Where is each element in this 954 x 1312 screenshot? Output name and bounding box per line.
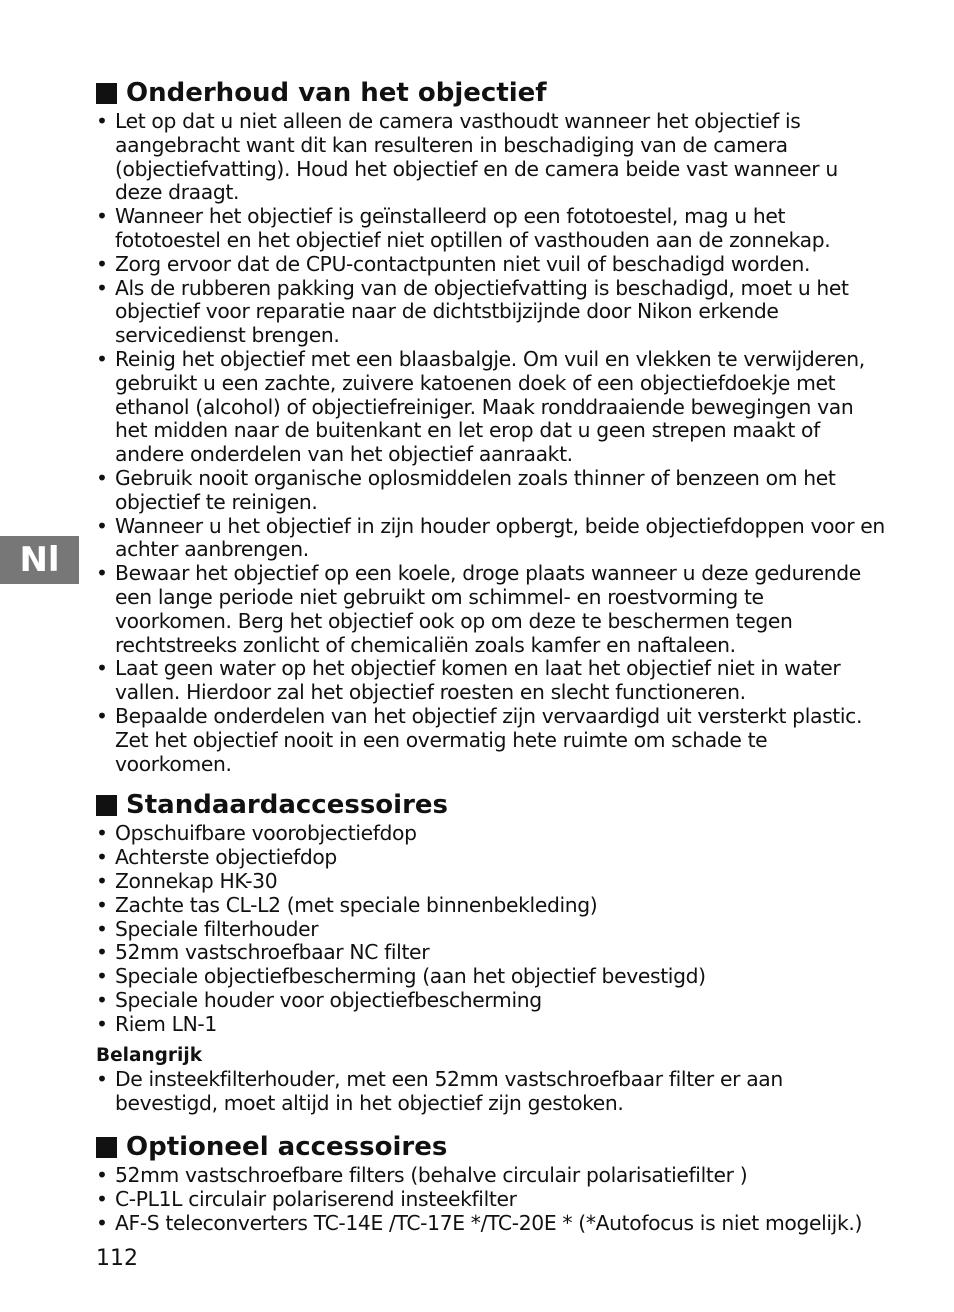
square-bullet-icon bbox=[96, 83, 117, 104]
list-item: • Wanneer u het objectief in zijn houder opbergt, beide objectiefdoppen voor en achter aanbrengen. bbox=[96, 515, 886, 563]
list-item: • Reinig het objectief met een blaasbalgje. Om vuil en vlekken te verwijderen, gebruikt u een zachte, zuivere katoenen doek of een objectiefdoekje met ethanol (alcohol) of objectiefreiniger. Maak ronddraaiende bewegingen van het midden naar de buitenkant en let erop dat u geen strepen maakt of andere onderdelen van het objectief aanraakt. bbox=[96, 348, 886, 467]
section-heading-standard: Standaardaccessoires bbox=[96, 788, 886, 822]
list-item: • Opschuifbare voorobjectiefdop bbox=[96, 822, 886, 846]
square-bullet-icon bbox=[96, 1137, 117, 1158]
section-heading-optional: Optioneel accessoires bbox=[96, 1130, 886, 1164]
maintenance-list bbox=[96, 110, 886, 776]
list-item: • Achterste objectiefdop bbox=[96, 846, 886, 870]
list-item: • Wanneer het objectief is geïnstalleerd op een fototoestel, mag u het fototoestel en het objectief niet optillen of vasthouden aan de zonnekap. bbox=[96, 205, 886, 253]
list-item: • AF-S teleconverters TC-14E /TC-17E */TC-20E * (*Autofocus is niet mogelijk.) bbox=[96, 1212, 886, 1236]
page-content bbox=[96, 76, 886, 1235]
list-item: • Zachte tas CL-L2 (met speciale binnenbekleding) bbox=[96, 894, 886, 918]
important-subheading: Belangrijk bbox=[96, 1045, 202, 1067]
list-item: • Bewaar het objectief op een koele, droge plaats wanneer u deze gedurende een lange periode niet gebruikt om schimmel- en roestvorming te voorkomen. Berg het objectief ook op om deze te beschermen tegen rechtstreeks zonlicht of chemicaliën zoals kamfer en naftaleen. bbox=[96, 562, 886, 657]
list-item: • Let op dat u niet alleen de camera vasthoudt wanneer het objectief is aangebracht want dit kan resulteren in beschadiging van de camera (objectiefvatting). Houd het objectief en de camera beide vast wanneer u deze draagt. bbox=[96, 110, 886, 205]
list-item: • Bepaalde onderdelen van het objectief zijn vervaardigd uit versterkt plastic. Zet het objectief nooit in een overmatig hete ruimte om schade te voorkomen. bbox=[96, 705, 886, 776]
list-item: • Speciale houder voor objectiefbescherming bbox=[96, 989, 886, 1013]
list-item: • Speciale filterhouder bbox=[96, 918, 886, 942]
page-number: 112 bbox=[96, 1246, 138, 1271]
list-item: • Als de rubberen pakking van de objectiefvatting is beschadigd, moet u het objectief voor reparatie naar de dichtstbijzijnde door Nikon erkende servicedienst brengen. bbox=[96, 277, 886, 348]
list-item: • Speciale objectiefbescherming (aan het objectief bevestigd) bbox=[96, 965, 886, 989]
optional-accessories-list bbox=[96, 1164, 886, 1235]
language-tab bbox=[0, 536, 79, 584]
square-bullet-icon bbox=[96, 795, 117, 816]
list-item: • C-PL1L circulair polariserend insteekfilter bbox=[96, 1188, 886, 1212]
standard-accessories-list bbox=[96, 822, 886, 1036]
list-item: • Riem LN-1 bbox=[96, 1013, 886, 1037]
section-heading-maintenance: Onderhoud van het objectief bbox=[96, 76, 886, 110]
list-item: • Gebruik nooit organische oplosmiddelen zoals thinner of benzeen om het objectief te reinigen. bbox=[96, 467, 886, 515]
list-item: • Zorg ervoor dat de CPU-contactpunten niet vuil of beschadigd worden. bbox=[96, 253, 886, 277]
list-item: • De insteekfilterhouder, met een 52mm vastschroefbaar filter er aan bevestigd, moet altijd in het objectief zijn gestoken. bbox=[96, 1068, 886, 1116]
list-item: • 52mm vastschroefbare filters (behalve circulair polarisatiefilter ) bbox=[96, 1164, 886, 1188]
important-list bbox=[96, 1068, 886, 1116]
language-tab-label: Nl bbox=[19, 540, 60, 580]
list-item: • Laat geen water op het objectief komen en laat het objectief niet in water vallen. Hierdoor zal het objectief roesten en slecht functioneren. bbox=[96, 657, 886, 705]
list-item: • 52mm vastschroefbaar NC filter bbox=[96, 941, 886, 965]
list-item: • Zonnekap HK-30 bbox=[96, 870, 886, 894]
